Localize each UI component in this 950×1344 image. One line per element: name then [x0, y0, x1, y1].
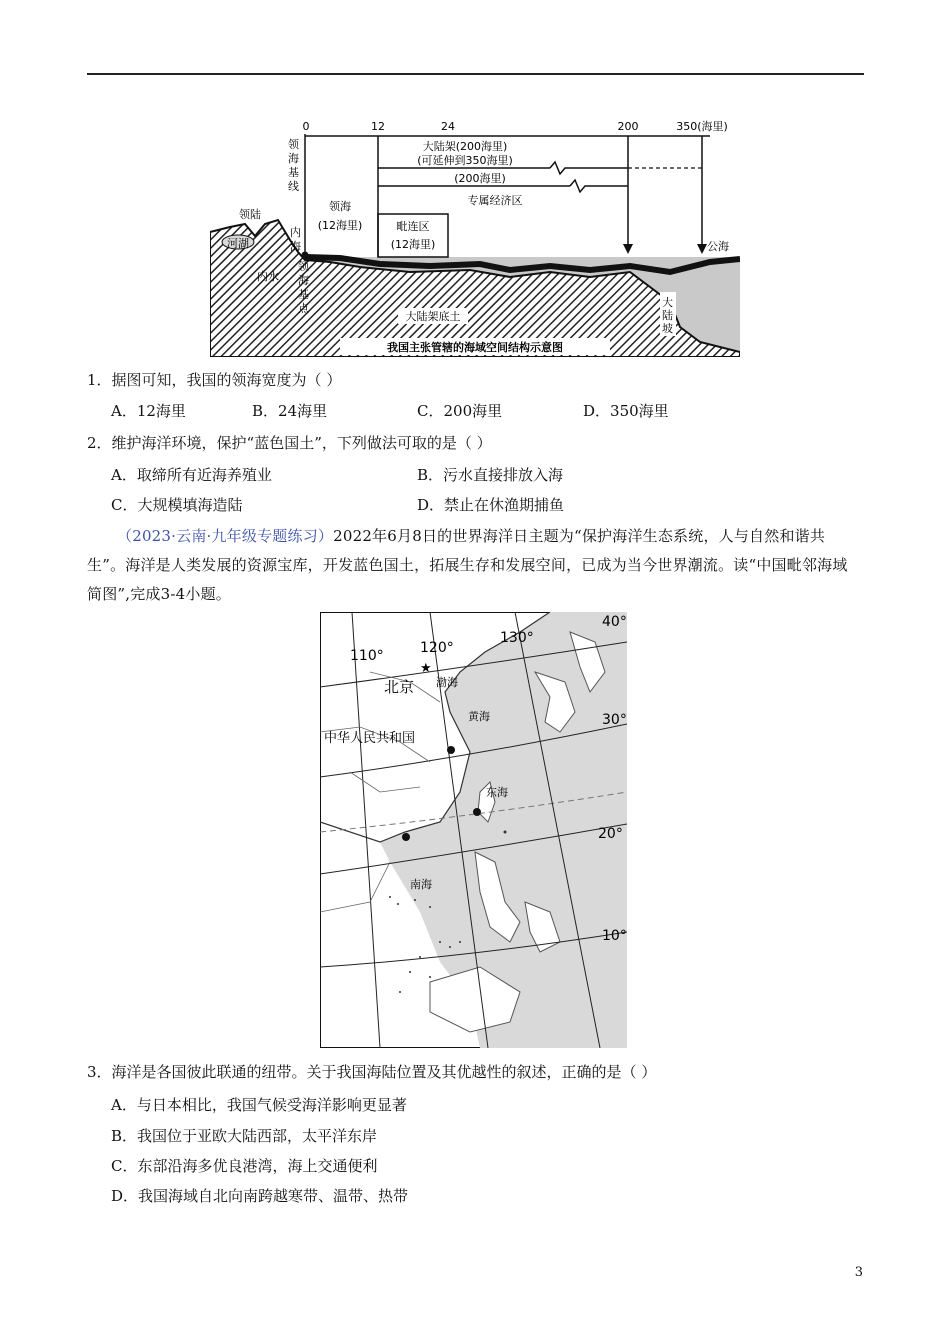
q3-option-c: C．东部沿海多优良港湾，海上交通便利: [111, 1157, 378, 1175]
q2-option-c: C．大规模填海造陆: [111, 496, 243, 514]
slope-label: 大 陆 坡: [662, 296, 673, 335]
bohai-label: 渤海: [436, 676, 458, 689]
maritime-zones-diagram: [210, 112, 740, 357]
lon-110: 110°: [350, 648, 384, 664]
q1-option-d: D．350海里: [583, 402, 669, 420]
question-1-stem: 1．据图可知，我国的领海宽度为（ ）: [87, 371, 342, 389]
q1-option-a: A．12海里: [111, 402, 186, 420]
diagram-caption: 我国主张管辖的海域空间结构示意图: [387, 341, 563, 354]
question-2-stem: 2．维护海洋环境，保护“蓝色国土”，下列做法可取的是（ ）: [87, 434, 492, 452]
base-point-label: 领 海 基 点: [298, 260, 309, 315]
china-adjacent-seas-map: [320, 612, 627, 1048]
q1-option-c: C．200海里: [417, 402, 503, 420]
lon-130: 130°: [500, 630, 534, 646]
rivers-lakes-label: 河湖: [227, 237, 249, 250]
territorial-sea-label: 领海: [329, 200, 351, 213]
q2-option-d: D．禁止在休渔期捕鱼: [417, 496, 565, 514]
q3-option-a: A．与日本相比，我国气候受海洋影响更显著: [111, 1096, 407, 1114]
passage: [87, 522, 862, 609]
shelf-extend-label: (可延伸到350海里): [417, 154, 513, 167]
high-seas-label: 公海: [707, 240, 729, 253]
passage-source: （2023·云南·九年级专题练习）: [117, 527, 334, 545]
question-3-stem: 3．海洋是各国彼此联通的纽带。关于我国海陆位置及其优越性的叙述，正确的是（ ）: [87, 1063, 657, 1081]
tick-0: 0: [302, 120, 310, 133]
beijing-label: 北京: [384, 678, 415, 696]
lon-120: 120°: [420, 640, 454, 656]
baseline-label: 领 海 基 线: [288, 138, 299, 193]
shelf-subsoil-label: 大陆架底土: [405, 310, 461, 323]
tick-200: 200: [617, 120, 639, 133]
q1-option-b: B．24海里: [252, 402, 328, 420]
land-label: 领陆: [239, 208, 261, 221]
tick-24: 24: [441, 120, 455, 133]
tick-12: 12: [371, 120, 385, 133]
q3-option-d: D．我国海域自北向南跨越寒带、温带、热带: [111, 1187, 409, 1205]
lat-10: 10°: [602, 928, 627, 944]
lat-20: 20°: [598, 826, 623, 842]
header-rule: [87, 73, 864, 75]
eez-distance: (200海里): [454, 172, 506, 185]
contiguous-zone-label: 毗连区: [396, 220, 430, 233]
page-number: 3: [854, 1265, 863, 1280]
eez-label: 专属经济区: [467, 194, 523, 207]
territorial-sea-width: (12海里): [317, 219, 363, 232]
south-china-sea-label: 南海: [410, 878, 432, 891]
beijing-star: ★: [420, 661, 432, 676]
inland-water-label: 内水: [257, 270, 279, 283]
east-china-sea-label: 东海: [486, 786, 508, 799]
yellow-sea-label: 黄海: [468, 710, 490, 723]
inner-sea-label: 内 海: [290, 226, 301, 253]
passage-text: 2022年6月8日的世界海洋日主题为“保护海洋生态系统，人与自然和谐共生”。海洋是人类发展的资源宝库，开发蓝色国土，拓展生存和发展空间，已成为当今世界潮流。读“中国毗邻海域简图”,完成3-4小题。: [87, 527, 848, 603]
country-label: 中华人民共和国: [324, 731, 416, 746]
q2-option-b: B．污水直接排放入海: [417, 466, 564, 484]
q3-option-b: B．我国位于亚欧大陆西部，太平洋东岸: [111, 1127, 378, 1145]
shelf-label: 大陆架(200海里): [422, 140, 508, 153]
q2-option-a: A．取缔所有近海养殖业: [111, 466, 272, 484]
lat-30: 30°: [602, 712, 627, 728]
tick-350: 350(海里): [676, 120, 728, 133]
contiguous-zone-width: (12海里): [390, 238, 436, 251]
lat-40: 40°: [602, 614, 627, 630]
